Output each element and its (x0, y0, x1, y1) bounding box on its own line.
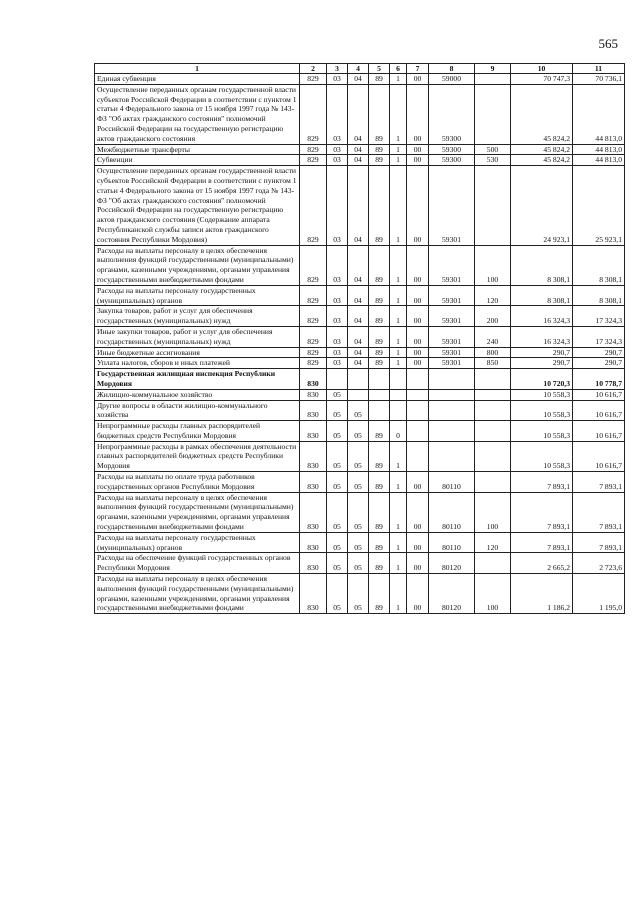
amount-year1-cell: 45 824,2 (511, 144, 573, 155)
row-name-cell: Уплата налогов, сборов и иных платежей (95, 358, 300, 369)
table-body (95, 74, 625, 614)
admin-code-cell: 830 (300, 389, 327, 400)
program-cell: 89 (369, 574, 390, 614)
direction-cell: 00 (407, 74, 429, 85)
header-cell: 4 (348, 64, 369, 74)
admin-code-cell: 829 (300, 74, 327, 85)
program-cell: 89 (369, 84, 390, 144)
target-article-cell: 59301 (429, 306, 475, 327)
table-row (95, 400, 625, 421)
subprogram-cell: 1 (390, 326, 407, 347)
expense-type-cell: 530 (475, 155, 511, 166)
target-article-cell: 59301 (429, 285, 475, 306)
admin-code-cell: 829 (300, 347, 327, 358)
subprogram-cell: 1 (390, 155, 407, 166)
expense-type-cell: 800 (475, 347, 511, 358)
expense-type-cell: 500 (475, 144, 511, 155)
row-name-cell: Иные бюджетные ассигнования (95, 347, 300, 358)
target-article-cell: 80120 (429, 553, 475, 574)
section-cell: 05 (327, 400, 348, 421)
row-name-cell: Осуществление переданных органам государственной власти субъектов Российской Федерации в соответствии с пунктом 1 статьи 4 Федерального закона от 15 ноября 1997 года № 143-ФЗ "Об актах гражданского состояния" полномочий Российской Федерации на государственную регистрацию актов гражданского состояния (Содержание аппарата Республиканской службы записи актов гражданского состояния Республики Мордовия) (95, 166, 300, 245)
target-article-cell: 59300 (429, 144, 475, 155)
subsection-cell: 05 (348, 472, 369, 493)
expense-type-cell: 120 (475, 532, 511, 553)
expense-type-cell: 240 (475, 326, 511, 347)
section-cell: 03 (327, 326, 348, 347)
direction-cell: 00 (407, 553, 429, 574)
subsection-cell: 04 (348, 166, 369, 245)
expense-type-cell (475, 421, 511, 442)
amount-year2-cell: 44 813,0 (573, 84, 625, 144)
table-row (95, 421, 625, 442)
admin-code-cell: 829 (300, 155, 327, 166)
section-cell: 03 (327, 358, 348, 369)
table-row (95, 155, 625, 166)
amount-year1-cell: 290,7 (511, 358, 573, 369)
admin-code-cell: 830 (300, 532, 327, 553)
section-cell: 05 (327, 574, 348, 614)
header-cell: 11 (573, 64, 625, 74)
expense-type-cell (475, 389, 511, 400)
section-cell: 03 (327, 84, 348, 144)
expense-type-cell (475, 553, 511, 574)
header-cell: 6 (390, 64, 407, 74)
direction-cell: 00 (407, 166, 429, 245)
admin-code-cell: 830 (300, 400, 327, 421)
header-cell: 7 (407, 64, 429, 74)
expense-type-cell: 100 (475, 245, 511, 285)
page-number: 565 (598, 36, 618, 51)
target-article-cell (429, 389, 475, 400)
table-row (95, 245, 625, 285)
amount-year1-cell: 2 665,2 (511, 553, 573, 574)
row-name-cell: Единая субвенция (95, 74, 300, 85)
amount-year2-cell: 7 893,1 (573, 492, 625, 532)
program-cell: 89 (369, 166, 390, 245)
admin-code-cell: 830 (300, 369, 327, 390)
row-name-cell: Расходы на выплаты персоналу в целях обеспечения выполнения функций государственными (муниципальными) органами, казенными учреждениями, органами управления государственными внебюджетными фондами (95, 245, 300, 285)
target-article-cell: 59301 (429, 358, 475, 369)
direction-cell (407, 369, 429, 390)
section-cell: 05 (327, 472, 348, 493)
expense-type-cell (475, 369, 511, 390)
amount-year1-cell: 10 558,3 (511, 389, 573, 400)
section-cell: 05 (327, 389, 348, 400)
amount-year2-cell: 17 324,3 (573, 326, 625, 347)
direction-cell: 00 (407, 532, 429, 553)
admin-code-cell: 830 (300, 492, 327, 532)
subprogram-cell (390, 369, 407, 390)
target-article-cell: 59301 (429, 166, 475, 245)
subprogram-cell: 1 (390, 553, 407, 574)
program-cell: 89 (369, 492, 390, 532)
section-cell: 05 (327, 421, 348, 442)
expense-type-cell (475, 472, 511, 493)
target-article-cell: 80110 (429, 532, 475, 553)
row-name-cell: Государственная жилищная инспекция Республики Мордовия (95, 369, 300, 390)
amount-year2-cell: 7 893,1 (573, 472, 625, 493)
amount-year2-cell: 17 324,3 (573, 306, 625, 327)
amount-year2-cell: 8 308,1 (573, 285, 625, 306)
section-cell: 05 (327, 441, 348, 471)
direction-cell: 00 (407, 358, 429, 369)
admin-code-cell: 830 (300, 553, 327, 574)
amount-year1-cell: 10 720,3 (511, 369, 573, 390)
expense-type-cell (475, 441, 511, 471)
row-name-cell: Непрограммные расходы в рамках обеспечения деятельности главных распорядителей бюджетных средств Республики Мордовия (95, 441, 300, 471)
subsection-cell: 04 (348, 245, 369, 285)
subsection-cell: 05 (348, 421, 369, 442)
section-cell (327, 369, 348, 390)
expense-type-cell (475, 166, 511, 245)
table-row (95, 441, 625, 471)
target-article-cell: 59301 (429, 326, 475, 347)
admin-code-cell: 829 (300, 166, 327, 245)
admin-code-cell: 829 (300, 358, 327, 369)
table-row (95, 358, 625, 369)
subprogram-cell: 1 (390, 347, 407, 358)
program-cell: 89 (369, 245, 390, 285)
subprogram-cell: 1 (390, 84, 407, 144)
subprogram-cell: 1 (390, 166, 407, 245)
subsection-cell (348, 389, 369, 400)
table-row (95, 74, 625, 85)
subprogram-cell: 1 (390, 306, 407, 327)
amount-year2-cell: 10 616,7 (573, 441, 625, 471)
subsection-cell: 05 (348, 400, 369, 421)
direction-cell: 00 (407, 285, 429, 306)
table-row (95, 574, 625, 614)
target-article-cell: 59300 (429, 84, 475, 144)
expense-type-cell: 200 (475, 306, 511, 327)
table-row (95, 389, 625, 400)
admin-code-cell: 829 (300, 245, 327, 285)
header-cell: 5 (369, 64, 390, 74)
subsection-cell: 04 (348, 285, 369, 306)
direction-cell: 00 (407, 84, 429, 144)
amount-year1-cell: 16 324,3 (511, 306, 573, 327)
subsection-cell: 05 (348, 532, 369, 553)
section-cell: 03 (327, 166, 348, 245)
section-cell: 03 (327, 74, 348, 85)
row-name-cell: Расходы на выплаты персоналу государственных (муниципальных) органов (95, 285, 300, 306)
direction-cell (407, 389, 429, 400)
program-cell: 89 (369, 306, 390, 327)
target-article-cell (429, 369, 475, 390)
section-cell: 03 (327, 306, 348, 327)
amount-year2-cell: 44 813,0 (573, 155, 625, 166)
table-row (95, 532, 625, 553)
direction-cell: 00 (407, 144, 429, 155)
amount-year1-cell: 24 923,1 (511, 166, 573, 245)
subprogram-cell: 1 (390, 532, 407, 553)
target-article-cell (429, 421, 475, 442)
expense-type-cell: 100 (475, 492, 511, 532)
target-article-cell: 59301 (429, 347, 475, 358)
amount-year2-cell: 44 813,0 (573, 144, 625, 155)
target-article-cell (429, 441, 475, 471)
direction-cell (407, 441, 429, 471)
subprogram-cell: 1 (390, 74, 407, 85)
program-cell (369, 389, 390, 400)
table-header-row (95, 64, 625, 74)
subsection-cell: 05 (348, 492, 369, 532)
direction-cell: 00 (407, 306, 429, 327)
amount-year1-cell: 290,7 (511, 347, 573, 358)
section-cell: 03 (327, 347, 348, 358)
direction-cell: 00 (407, 155, 429, 166)
subsection-cell: 04 (348, 74, 369, 85)
direction-cell: 00 (407, 492, 429, 532)
amount-year2-cell: 10 778,7 (573, 369, 625, 390)
table-row (95, 166, 625, 245)
row-name-cell: Осуществление переданных органам государственной власти субъектов Российской Федерации в соответствии с пунктом 1 статьи 4 Федерального закона от 15 ноября 1997 года № 143-ФЗ "Об актах гражданского состояния" полномочий Российской Федерации на государственную регистрацию актов гражданского состояния (95, 84, 300, 144)
program-cell (369, 400, 390, 421)
target-article-cell: 80120 (429, 574, 475, 614)
amount-year1-cell: 10 558,3 (511, 441, 573, 471)
subsection-cell: 05 (348, 574, 369, 614)
subsection-cell: 04 (348, 144, 369, 155)
target-article-cell: 80110 (429, 472, 475, 493)
table-row (95, 285, 625, 306)
subsection-cell: 05 (348, 553, 369, 574)
admin-code-cell: 830 (300, 574, 327, 614)
amount-year1-cell: 70 747,3 (511, 74, 573, 85)
amount-year1-cell: 7 893,1 (511, 532, 573, 553)
amount-year1-cell: 45 824,2 (511, 84, 573, 144)
row-name-cell: Другие вопросы в области жилищно-коммунального хозяйства (95, 400, 300, 421)
amount-year2-cell: 10 616,7 (573, 421, 625, 442)
row-name-cell: Жилищно-коммунальное хозяйство (95, 389, 300, 400)
program-cell: 89 (369, 358, 390, 369)
expense-type-cell: 120 (475, 285, 511, 306)
section-cell: 03 (327, 245, 348, 285)
direction-cell: 00 (407, 347, 429, 358)
amount-year1-cell: 10 558,3 (511, 421, 573, 442)
subsection-cell: 04 (348, 306, 369, 327)
subprogram-cell: 0 (390, 421, 407, 442)
admin-code-cell: 829 (300, 326, 327, 347)
subprogram-cell: 1 (390, 245, 407, 285)
expense-type-cell (475, 400, 511, 421)
expense-type-cell: 850 (475, 358, 511, 369)
amount-year1-cell: 8 308,1 (511, 285, 573, 306)
header-cell: 10 (511, 64, 573, 74)
direction-cell: 00 (407, 574, 429, 614)
admin-code-cell: 830 (300, 421, 327, 442)
amount-year2-cell: 8 308,1 (573, 245, 625, 285)
section-cell: 03 (327, 285, 348, 306)
table-row (95, 326, 625, 347)
subprogram-cell: 1 (390, 574, 407, 614)
amount-year1-cell: 16 324,3 (511, 326, 573, 347)
subsection-cell: 04 (348, 155, 369, 166)
admin-code-cell: 829 (300, 144, 327, 155)
table-row (95, 369, 625, 390)
amount-year2-cell: 10 616,7 (573, 389, 625, 400)
target-article-cell: 59000 (429, 74, 475, 85)
subsection-cell: 04 (348, 84, 369, 144)
subprogram-cell: 1 (390, 441, 407, 471)
table-row (95, 347, 625, 358)
amount-year2-cell: 290,7 (573, 358, 625, 369)
amount-year1-cell: 1 186,2 (511, 574, 573, 614)
program-cell (369, 369, 390, 390)
table-row (95, 84, 625, 144)
section-cell: 05 (327, 532, 348, 553)
expense-type-cell (475, 74, 511, 85)
header-cell: 9 (475, 64, 511, 74)
header-cell: 8 (429, 64, 475, 74)
program-cell: 89 (369, 421, 390, 442)
table-row (95, 306, 625, 327)
program-cell: 89 (369, 532, 390, 553)
program-cell: 89 (369, 553, 390, 574)
amount-year2-cell: 2 723,6 (573, 553, 625, 574)
row-name-cell: Закупка товаров, работ и услуг для обеспечения государственных (муниципальных) нужд (95, 306, 300, 327)
program-cell: 89 (369, 347, 390, 358)
subprogram-cell: 1 (390, 472, 407, 493)
header-cell: 3 (327, 64, 348, 74)
amount-year2-cell: 10 616,7 (573, 400, 625, 421)
program-cell: 89 (369, 285, 390, 306)
subsection-cell: 05 (348, 441, 369, 471)
direction-cell (407, 421, 429, 442)
subsection-cell: 04 (348, 358, 369, 369)
subprogram-cell: 1 (390, 144, 407, 155)
program-cell: 89 (369, 155, 390, 166)
amount-year1-cell: 10 558,3 (511, 400, 573, 421)
section-cell: 05 (327, 553, 348, 574)
row-name-cell: Расходы на выплаты персоналу в целях обеспечения выполнения функций государственными (муниципальными) органами, казенными учреждениями, органами управления государственными внебюджетными фондами (95, 492, 300, 532)
program-cell: 89 (369, 74, 390, 85)
amount-year1-cell: 8 308,1 (511, 245, 573, 285)
admin-code-cell: 829 (300, 285, 327, 306)
table-row (95, 472, 625, 493)
admin-code-cell: 830 (300, 441, 327, 471)
program-cell: 89 (369, 144, 390, 155)
expense-type-cell (475, 84, 511, 144)
header-cell: 1 (95, 64, 300, 74)
amount-year1-cell: 45 824,2 (511, 155, 573, 166)
section-cell: 05 (327, 492, 348, 532)
amount-year2-cell: 1 195,0 (573, 574, 625, 614)
amount-year2-cell: 290,7 (573, 347, 625, 358)
target-article-cell: 59300 (429, 155, 475, 166)
row-name-cell: Расходы на обеспечение функций государственных органов Республики Мордовия (95, 553, 300, 574)
amount-year1-cell: 7 893,1 (511, 492, 573, 532)
subprogram-cell (390, 389, 407, 400)
target-article-cell (429, 400, 475, 421)
subsection-cell: 04 (348, 326, 369, 347)
amount-year2-cell: 7 893,1 (573, 532, 625, 553)
section-cell: 03 (327, 144, 348, 155)
row-name-cell: Расходы на выплаты персоналу государственных (муниципальных) органов (95, 532, 300, 553)
expense-type-cell: 100 (475, 574, 511, 614)
amount-year2-cell: 70 736,1 (573, 74, 625, 85)
admin-code-cell: 829 (300, 84, 327, 144)
subprogram-cell: 1 (390, 285, 407, 306)
direction-cell: 00 (407, 472, 429, 493)
direction-cell (407, 400, 429, 421)
header-cell: 2 (300, 64, 327, 74)
section-cell: 03 (327, 155, 348, 166)
target-article-cell: 80110 (429, 492, 475, 532)
row-name-cell: Межбюджетные трансферты (95, 144, 300, 155)
target-article-cell: 59301 (429, 245, 475, 285)
direction-cell: 00 (407, 326, 429, 347)
amount-year2-cell: 25 923,1 (573, 166, 625, 245)
subsection-cell: 04 (348, 347, 369, 358)
row-name-cell: Непрограммные расходы главных распорядителей бюджетных средств Республики Мордовия (95, 421, 300, 442)
subprogram-cell: 1 (390, 492, 407, 532)
program-cell: 89 (369, 441, 390, 471)
row-name-cell: Расходы на выплаты по оплате труда работников государственных органов Республики Мордовия (95, 472, 300, 493)
row-name-cell: Иные закупки товаров, работ и услуг для обеспечения государственных (муниципальных) нужд (95, 326, 300, 347)
program-cell: 89 (369, 472, 390, 493)
budget-table (94, 63, 625, 614)
amount-year1-cell: 7 893,1 (511, 472, 573, 493)
subprogram-cell (390, 400, 407, 421)
table-row (95, 492, 625, 532)
table-row (95, 553, 625, 574)
table-row (95, 144, 625, 155)
direction-cell: 00 (407, 245, 429, 285)
subsection-cell (348, 369, 369, 390)
program-cell: 89 (369, 326, 390, 347)
admin-code-cell: 830 (300, 472, 327, 493)
row-name-cell: Субвенции (95, 155, 300, 166)
row-name-cell: Расходы на выплаты персоналу в целях обеспечения выполнения функций государственными (муниципальными) органами, казенными учреждениями, органами управления государственными внебюджетными фондами (95, 574, 300, 614)
subprogram-cell: 1 (390, 358, 407, 369)
admin-code-cell: 829 (300, 306, 327, 327)
